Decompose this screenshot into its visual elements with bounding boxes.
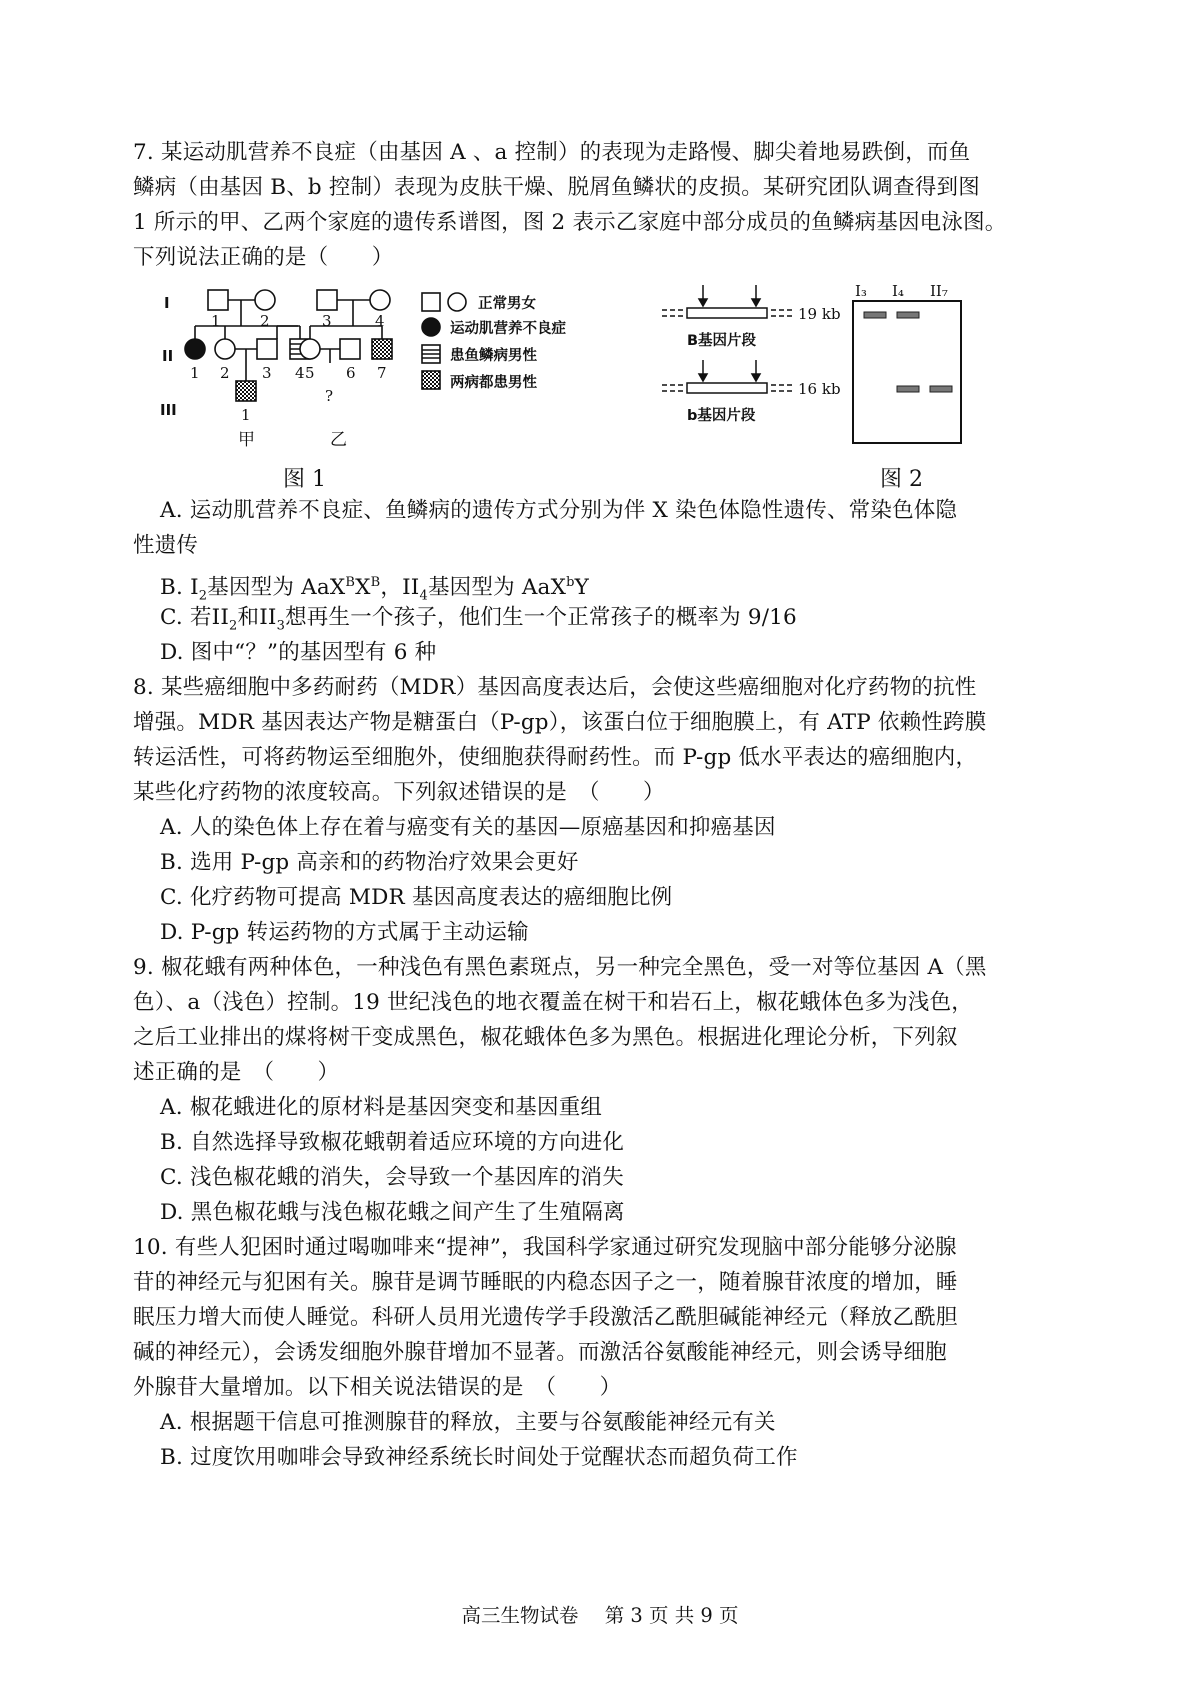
q8-stem-line-2: 增强。MDR 基因表达产物是糖蛋白（P-gp），该蛋白位于细胞膜上，有 ATP 依赖性跨膜 [133, 710, 987, 735]
yi-II5-number: 5 [305, 364, 315, 382]
q7-option-a-line-2: 性遗传 [133, 533, 199, 558]
jia-I1-normal-male [208, 290, 228, 310]
yi-III-unknown-mark: ? [325, 387, 334, 405]
page-footer [0, 1600, 1200, 1628]
yi-II7-number: 7 [377, 364, 387, 382]
q8-option-d: D. P-gp 转运药物的方式属于主动运输 [160, 920, 529, 945]
yi-I4-normal-female [370, 290, 390, 310]
jia-II1-number: 1 [190, 364, 200, 382]
legend-ichthyosis: 患鱼鳞病男性 [450, 348, 537, 364]
band-II7-16kb [930, 386, 952, 392]
q9-option-d: D. 黑色椒花蛾与浅色椒花蛾之间产生了生殖隔离 [160, 1200, 625, 1225]
q7-option-c: C. 若$II_2$和$II_3$想再生一个孩子，他们生一个正常孩子的概率为 9/16 [160, 605, 797, 634]
legend-dmd-icon [422, 318, 440, 336]
yi-II6-normal-male [340, 339, 360, 359]
q8-stem-line-3: 转运活性，可将药物运至细胞外，使细胞获得耐药性。而 P-gp 低水平表达的癌细胞内， [133, 745, 978, 770]
q8-stem-line-4: 某些化疗药物的浓度较高。下列叙述错误的是 （ ） [133, 780, 665, 805]
q9-option-a: A. 椒花蛾进化的原材料是基因突变和基因重组 [160, 1095, 603, 1120]
q10-stem-line-3: 眠压力增大而使人睡觉。科研人员用光遗传学手段激活乙酰胆碱能神经元（释放乙酰胆 [133, 1305, 958, 1330]
legend-both: 两病都患男性 [450, 375, 537, 391]
yi-I3-number: 3 [322, 312, 332, 330]
q9-stem-line-2: 色）、a（浅色）控制。19 世纪浅色的地衣覆盖在树干和岩石上，椒花蛾体色多为浅色， [133, 990, 973, 1015]
q7-stem-line-4: 下列说法正确的是（ ） [133, 245, 394, 270]
electrophoresis-figure [662, 283, 961, 443]
yi-I4-number: 4 [375, 312, 385, 330]
band-I4-19kb [897, 312, 919, 318]
q7-stem-line-3: 1 所示的甲、乙两个家庭的遗传系谱图，图 2 表示乙家庭中部分成员的鱼鳞病基因电泳图。 [133, 210, 1007, 235]
family-label-yi: 乙 [330, 430, 347, 450]
jia-II2-number: 2 [220, 364, 230, 382]
yi-II7-both-diseases-male [372, 339, 392, 359]
jia-II2-normal-female [215, 339, 235, 359]
legend-normal-female-icon [448, 293, 466, 311]
q9-stem-line-4: 述正确的是 （ ） [133, 1060, 340, 1085]
q10-option-b: B. 过度饮用咖啡会导致神经系统长时间处于觉醒状态而超负荷工作 [160, 1445, 798, 1470]
q7-stem-line-2: 鳞病（由基因 B、b 控制）表现为皮肤干燥、脱屑鱼鳞状的皮损。某研究团队调查得到图 [133, 175, 980, 200]
yi-II5-normal-female [300, 339, 320, 359]
q9-stem-line-1: 9. 椒花蛾有两种体色，一种浅色有黑色素斑点，另一种完全黑色，受一对等位基因 A（黑 [133, 955, 987, 980]
footer-subject: 高三生物试卷 [461, 1604, 579, 1627]
jia-I2-normal-female [255, 290, 275, 310]
q10-stem-line-4: 碱的神经元），会诱发细胞外腺苷增加不显著。而激活谷氨酸能神经元，则会诱导细胞 [133, 1340, 947, 1365]
q8-option-a: A. 人的染色体上存在着与癌变有关的基因—原癌基因和抑癌基因 [160, 815, 776, 840]
legend-normal: 正常男女 [478, 296, 536, 312]
band-I3-19kb [864, 312, 886, 318]
q7-stem-line-1: 7. 某运动肌营养不良症（由基因 A 、a 控制）的表现为走路慢、脚尖着地易跌倒，而鱼 [133, 140, 971, 165]
legend-normal-male-icon [422, 293, 440, 311]
gen-label-II: II [162, 347, 174, 365]
q7-option-d: D. 图中“？”的基因型有 6 种 [160, 640, 437, 665]
jia-II4-number: 4 [295, 364, 305, 382]
jia-I2-number: 2 [260, 312, 270, 330]
jia-I1-number: 1 [211, 312, 221, 330]
lane-label-I4: I₄ [892, 283, 904, 300]
figure-1-caption: 图 1 [283, 467, 326, 492]
q8-option-c: C. 化疗药物可提高 MDR 基因高度表达的癌细胞比例 [160, 885, 673, 910]
figure-2-caption: 图 2 [880, 467, 923, 492]
q9-option-c: C. 浅色椒花蛾的消失，会导致一个基因库的消失 [160, 1165, 624, 1190]
q10-option-a: A. 根据题干信息可推测腺苷的释放，主要与谷氨酸能神经元有关 [160, 1410, 776, 1435]
lane-label-I3: I₃ [855, 283, 867, 300]
q7-option-a-line-1: A. 运动肌营养不良症、鱼鳞病的遗传方式分别为伴 X 染色体隐性遗传、常染色体隐 [160, 498, 958, 523]
pedigree-figure [160, 290, 566, 450]
legend-both-icon [422, 371, 440, 389]
q10-stem-line-1: 10. 有些人犯困时通过喝咖啡来“提神”，我国科学家通过研究发现脑中部分能够分泌腺 [133, 1235, 957, 1260]
yi-II6-number: 6 [346, 364, 356, 382]
footer-page-number: 第 3 页 共 9 页 [604, 1604, 739, 1627]
q10-stem-line-5: 外腺苷大量增加。以下相关说法错误的是 （ ） [133, 1375, 622, 1400]
gen-label-I: I [164, 294, 170, 312]
b-lower-fragment-size: 16 kb [798, 380, 841, 398]
q8-option-b: B. 选用 P-gp 高亲和的药物治疗效果会更好 [160, 850, 579, 875]
b-lower-fragment-label: b基因片段 [687, 408, 756, 424]
gen-label-III: III [160, 401, 177, 419]
yi-I3-normal-male [317, 290, 337, 310]
gel-box [853, 301, 961, 443]
jia-III1-both-diseases-male [236, 381, 256, 401]
b-fragment-size: 19 kb [798, 305, 841, 323]
band-I4-16kb [897, 386, 919, 392]
jia-II3-number: 3 [262, 364, 272, 382]
jia-II1-dmd-female [185, 339, 205, 359]
family-label-jia: 甲 [238, 430, 255, 450]
legend-dmd: 运动肌营养不良症 [450, 321, 566, 337]
q7-figures [150, 283, 1110, 483]
b-upper-fragment-label: B基因片段 [687, 333, 757, 349]
q9-option-b: B. 自然选择导致椒花蛾朝着适应环境的方向进化 [160, 1130, 625, 1155]
q10-stem-line-2: 苷的神经元与犯困有关。腺苷是调节睡眠的内稳态因子之一，随着腺苷浓度的增加，睡 [133, 1270, 958, 1295]
jia-III1-number: 1 [241, 406, 251, 424]
lane-label-II7: II₇ [930, 283, 948, 300]
q7-option-b: B. $I_2$基因型为 $AaX^BX^B$，$II_4$基因型为 AaX$^b$Y [160, 575, 590, 604]
jia-II3-normal-male [257, 339, 277, 359]
q8-stem-line-1: 8. 某些癌细胞中多药耐药（MDR）基因高度表达后，会使这些癌细胞对化疗药物的抗性 [133, 675, 977, 700]
q9-stem-line-3: 之后工业排出的煤将树干变成黑色，椒花蛾体色多为黑色。根据进化理论分析，下列叙 [133, 1025, 958, 1050]
